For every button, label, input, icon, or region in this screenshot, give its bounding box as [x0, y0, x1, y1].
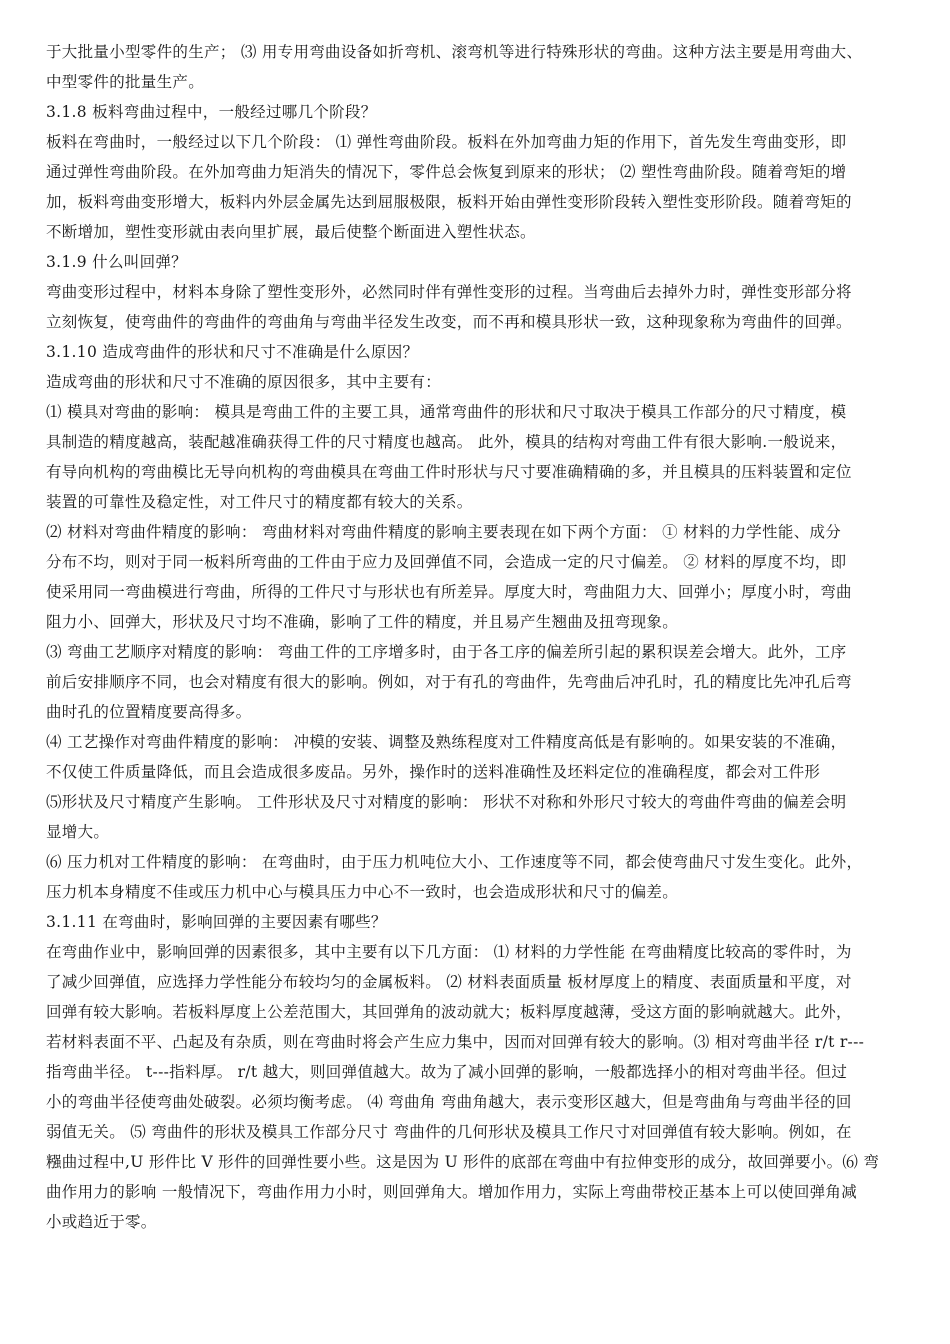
text-line: 加，板料弯曲变形增大，板料内外层金属先达到屈服极限，板料开始由弹性变形阶段转入塑性变形阶段。随着弯矩的 — [46, 193, 852, 211]
text-line: 小或趋近于零。 — [46, 1213, 157, 1231]
text-line: 若材料表面不平、凸起及有杂质，则在弯曲时将会产生应力集中，因而对回弹有较大的影响。⑶ 相对弯曲半径 r/t r--- — [46, 1033, 865, 1051]
text-line: 造成弯曲的形状和尺寸不准确的原因很多，其中主要有： — [46, 373, 442, 391]
section-heading: 3.1.10 造成弯曲件的形状和尺寸不准确是什么原因？ — [46, 343, 419, 361]
text-line: 通过弹性弯曲阶段。在外加弯曲力矩消失的情况下，零件总会恢复到原来的形状； ⑵ 塑性弯曲阶段。随着弯矩的增 — [46, 163, 847, 181]
text-line: 有导向机构的弯曲模比无导向机构的弯曲模具在弯曲工件时形状与尺寸要准确精确的多，并且模具的压料装置和定位 — [46, 463, 852, 481]
text-line: 立刻恢复，使弯曲件的弯曲件的弯曲角与弯曲半径发生改变，而不再和模具形状一致，这种现象称为弯曲件的回弹。 — [46, 313, 852, 331]
text-line: 显增大。 — [46, 823, 110, 841]
section-heading: 3.1.11 在弯曲时，影响回弹的主要因素有哪些？ — [46, 913, 387, 931]
text-line: 糨曲过程中,U 形件比 V 形件的回弹性要小些。这是因为 U 形件的底部在弯曲中有拉伸变形的成分，故回弹要小。⑹ 弯 — [46, 1153, 880, 1171]
text-line: 板料在弯曲时，一般经过以下几个阶段： ⑴ 弹性弯曲阶段。板料在外加弯曲力矩的作用下，首先发生弯曲变形，即 — [46, 133, 847, 151]
text-line: 分布不均，则对于同一板料所弯曲的工件由于应力及回弹值不同，会造成一定的尺寸偏差。 ② 材料的厚度不均，即 — [46, 553, 847, 571]
text-line: 前后安排顺序不同，也会对精度有很大的影响。例如，对于有孔的弯曲件，先弯曲后冲孔时，孔的精度比先冲孔后弯 — [46, 673, 852, 691]
text-line: ⑷ 工艺操作对弯曲件精度的影响： 冲模的安装、调整及熟练程度对工件精度高低是有影响的。如果安装的不准确， — [46, 733, 847, 751]
text-line: 了减少回弹值，应选择力学性能分布较均匀的金属板料。 ⑵ 材料表面质量 板材厚度上的精度、表面质量和平度，对 — [46, 973, 852, 991]
section-heading: 3.1.9 什么叫回弹？ — [46, 253, 187, 271]
text-line: 回弹有较大影响。若板料厚度上公差范围大，其回弹角的波动就大；板料厚度越薄，受这方面的影响就越大。此外， — [46, 1003, 852, 1021]
text-line: 具制造的精度越高，装配越准确获得工件的尺寸精度也越高。 此外，模具的结构对弯曲工件有很大影响.一般说来， — [46, 433, 847, 451]
text-line: 使采用同一弯曲模进行弯曲，所得的工件尺寸与形状也有所差异。厚度大时，弯曲阻力大、回弹小；厚度小时，弯曲 — [46, 583, 852, 601]
text-line: 压力机本身精度不佳或压力机中心与模具压力中心不一致时，也会造成形状和尺寸的偏差。 — [46, 883, 679, 901]
text-line: 装置的可靠性及稳定性，对工件尺寸的精度都有较大的关系。 — [46, 493, 473, 511]
text-line: 指弯曲半径。 t---指料厚。 r/t 越大，则回弹值越大。故为了减小回弹的影响，一般都选择小的相对弯曲半径。但过 — [46, 1063, 848, 1081]
text-line: ⑸形状及尺寸精度产生影响。 工件形状及尺寸对精度的影响： 形状不对称和外形尺寸较大的弯曲件弯曲的偏差会明 — [46, 793, 847, 811]
text-line: ⑹ 压力机对工件精度的影响： 在弯曲时，由于压力机吨位大小、工作速度等不同，都会使弯曲尺寸发生变化。此外， — [46, 853, 863, 871]
text-line: 曲作用力的影响 一般情况下，弯曲作用力小时，则回弹角大。增加作用力，实际上弯曲带校正基本上可以使回弹角减 — [46, 1183, 858, 1201]
text-line: 小的弯曲半径使弯曲处破裂。必须均衡考虑。 ⑷ 弯曲角 弯曲角越大，表示变形区越大，但是弯曲角与弯曲半径的回 — [46, 1093, 852, 1111]
section-heading: 3.1.8 板料弯曲过程中，一般经过哪几个阶段？ — [46, 103, 377, 121]
text-line: ⑴ 模具对弯曲的影响： 模具是弯曲工件的主要工具，通常弯曲件的形状和尺寸取决于模具工作部分的尺寸精度，模 — [46, 403, 847, 421]
text-line: 曲时孔的位置精度要高得多。 — [46, 703, 252, 721]
text-line: 不断增加，塑性变形就由表向里扩展，最后使整个断面进入塑性状态。 — [46, 223, 536, 241]
text-line: 弱值无关。 ⑸ 弯曲件的形状及模具工作部分尺寸 弯曲件的几何形状及模具工作尺寸对回弹值有较大影响。例如，在 — [46, 1123, 852, 1141]
text-line: ⑵ 材料对弯曲件精度的影响： 弯曲材料对弯曲件精度的影响主要表现在如下两个方面： ① 材料的力学性能、成分 — [46, 523, 842, 541]
text-line: 中型零件的批量生产。 — [46, 73, 205, 91]
text-line: 于大批量小型零件的生产； ⑶ 用专用弯曲设备如折弯机、滚弯机等进行特殊形状的弯曲。这种方法主要是用弯曲大、 — [46, 43, 863, 61]
text-line: 在弯曲作业中，影响回弹的因素很多，其中主要有以下几方面： ⑴ 材料的力学性能 在弯曲精度比较高的零件时，为 — [46, 943, 852, 961]
text-line: ⑶ 弯曲工艺顺序对精度的影响： 弯曲工件的工序增多时，由于各工序的偏差所引起的累积误差会增大。此外，工序 — [46, 643, 847, 661]
text-line: 不仅使工件质量降低，而且会造成很多废品。另外，操作时的送料准确性及坯料定位的准确程度，都会对工件形 — [46, 763, 821, 781]
text-line: 阻力小、回弹大，形状及尺寸均不准确，影响了工件的精度，并且易产生翘曲及扭弯现象。 — [46, 613, 679, 631]
text-line: 弯曲变形过程中，材料本身除了塑性变形外，必然同时伴有弹性变形的过程。当弯曲后去掉外力时，弹性变形部分将 — [46, 283, 852, 301]
